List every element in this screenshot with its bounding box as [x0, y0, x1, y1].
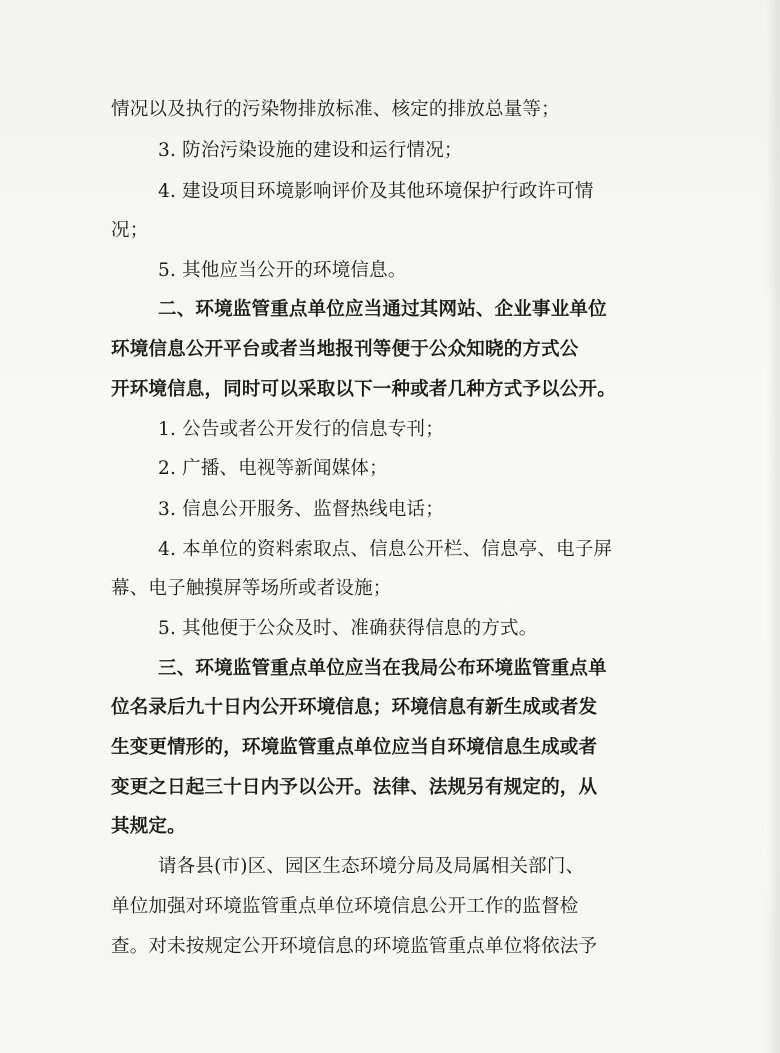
text-line: 开环境信息，同时可以采取以下一种或者几种方式予以公开。	[111, 379, 616, 400]
section-heading: 三、环境监管重点单位应当在我局公布环境监管重点单	[158, 658, 607, 679]
text-line: 环境信息公开平台或者当地报刊等便于公众知晓的方式公	[111, 339, 579, 360]
text-line: 单位加强对环境监管重点单位环境信息公开工作的监督检	[111, 896, 579, 917]
text-line: 2. 广播、电视等新闻媒体；	[158, 458, 388, 479]
text-line: 查。对未按规定公开环境信息的环境监管重点单位将依法予	[111, 936, 598, 957]
text-line: 4. 建设项目环境影响评价及其他环境保护行政许可情	[158, 181, 594, 202]
text-line: 3. 信息公开服务、监督热线电话；	[158, 499, 444, 520]
section-heading: 二、环境监管重点单位应当通过其网站、企业事业单位	[158, 299, 607, 320]
text-line: 4. 本单位的资料索取点、信息公开栏、信息亭、电子屏	[158, 539, 613, 560]
text-line: 变更之日起三十日内予以公开。法律、法规另有规定的，从	[111, 777, 598, 798]
text-line: 幕、电子触摸屏等场所或者设施；	[111, 578, 392, 599]
text-line: 其规定。	[111, 816, 186, 837]
text-line: 3. 防治污染设施的建设和运行情况；	[158, 140, 463, 161]
text-line: 5. 其他应当公开的环境信息。	[158, 260, 407, 281]
scan-edge-shadow	[766, 0, 780, 1053]
text-line: 请各县(市)区、园区生态环境分局及局属相关部门、	[158, 856, 585, 877]
text-line: 生变更情形的，环境监管重点单位应当自环境信息生成或者	[111, 737, 598, 758]
text-line: 5. 其他便于公众及时、准确获得信息的方式。	[158, 618, 538, 639]
text-line: 位名录后九十日内公开环境信息；环境信息有新生成或者发	[111, 697, 598, 718]
text-line: 1. 公告或者公开发行的信息专刊；	[158, 419, 444, 440]
text-line: 情况以及执行的污染物排放标准、核定的排放总量等；	[111, 99, 560, 120]
text-line: 况；	[111, 220, 149, 241]
